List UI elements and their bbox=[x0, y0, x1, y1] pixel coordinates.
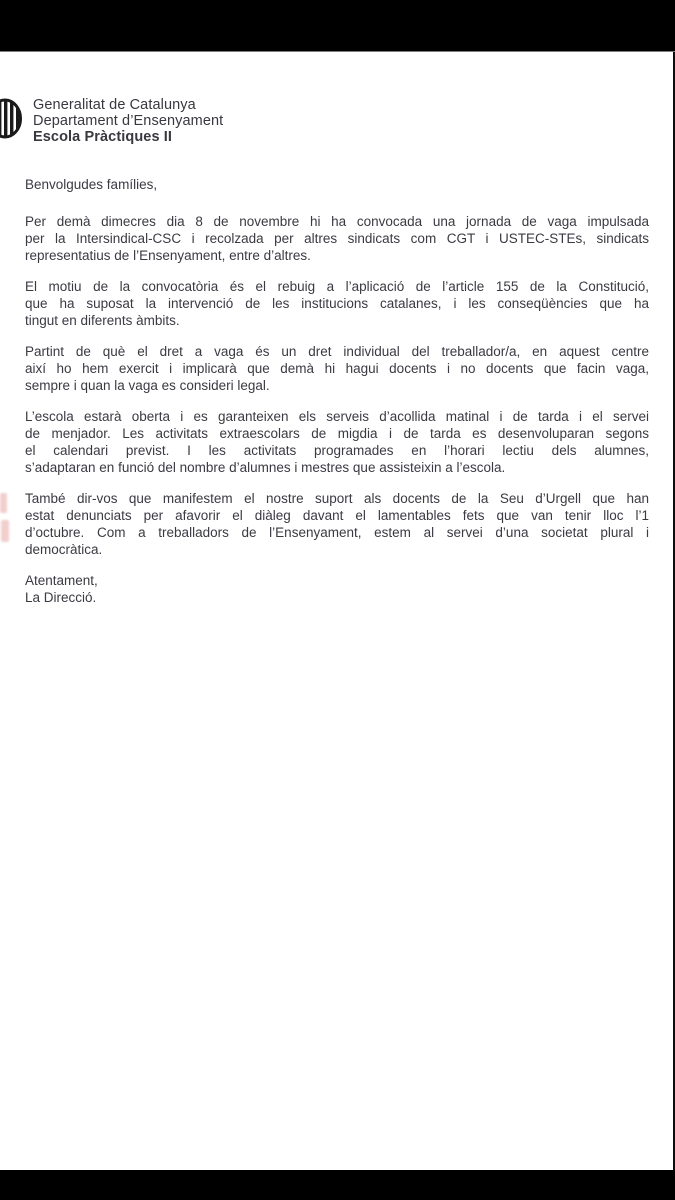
generalitat-coat-of-arms-icon bbox=[0, 98, 22, 139]
org-name: Generalitat de Catalunya bbox=[33, 97, 196, 113]
letter-line: Partint de què el dret a vaga és un dret individual del treballador/a, en aquest centre bbox=[25, 344, 649, 359]
school-name: Escola Pràctiques II bbox=[33, 129, 173, 145]
letter-line: representatius de l’Ensenyament, entre d’altres. bbox=[25, 248, 311, 263]
letter-line: També dir-vos que manifestem el nostre suport als docents de la Seu d’Urgell que han bbox=[25, 491, 649, 506]
letter-page bbox=[0, 52, 675, 1170]
letter-line: s’adaptaran en funció del nombre d’alumnes i mestres que assisteixin a l’escola. bbox=[25, 460, 506, 475]
letter-line: El motiu de la convocatòria és el rebuig a l’aplicació de l’article 155 de la Constitució, bbox=[25, 279, 649, 294]
letter-paragraph bbox=[25, 213, 649, 264]
letter-body bbox=[25, 213, 649, 558]
letter-line: d’octubre. Com a treballadors de l’Ensenyament, estem al servei d’una societat plural i bbox=[25, 525, 649, 540]
department-name: Departament d’Ensenyament bbox=[33, 113, 224, 129]
salutation: Benvolgudes famílies, bbox=[25, 177, 158, 192]
letter-line: democràtica. bbox=[25, 542, 103, 557]
letter-line: Per demà dimecres dia 8 de novembre hi ha convocada una jornada de vaga impulsada bbox=[25, 214, 649, 229]
letter-paragraph bbox=[25, 343, 649, 394]
letter-paragraph bbox=[25, 490, 649, 558]
bottom-letterbox-bar bbox=[0, 1170, 675, 1200]
letter-paragraph bbox=[25, 278, 649, 329]
letterhead bbox=[0, 97, 649, 145]
top-letterbox-bar bbox=[0, 0, 675, 52]
scan-artifact-mark bbox=[0, 493, 9, 545]
letterhead-text bbox=[33, 97, 223, 145]
letter-line: L’escola estarà oberta i es garanteixen els serveis d’acollida matinal i de tarda i el servei bbox=[25, 409, 649, 424]
letter-line: de menjador. Les activitats extraescolars de migdia i de tarda es desenvoluparan segons bbox=[25, 426, 649, 441]
letter-body-wrapper bbox=[25, 176, 649, 606]
letter-line: el calendari previst. I les activitats programades en l’horari lectiu dels alumnes, bbox=[25, 443, 649, 458]
closing-line: La Direcció. bbox=[25, 590, 97, 605]
letter-line: sempre i quan la vaga es consideri legal. bbox=[25, 378, 270, 393]
letter-line: així ho hem exercit i implicarà que demà hi hagui docents i no docents que facin vaga, bbox=[25, 361, 649, 376]
letter-line: tingut en diferents àmbits. bbox=[25, 313, 180, 328]
letter-line: estat denunciats per afavorir el diàleg davant el lamentables fets que van tenir lloc l’1 bbox=[25, 508, 649, 523]
closing-line: Atentament, bbox=[25, 573, 98, 588]
letter-line: per la Intersindical-CSC i recolzada per altres sindicats com CGT i USTEC-STEs, sindicats bbox=[25, 231, 649, 246]
closing bbox=[25, 572, 649, 606]
letter-paragraph bbox=[25, 408, 649, 476]
letter-line: que ha suposat la intervenció de les institucions catalanes, i les conseqüències que ha bbox=[25, 296, 649, 311]
